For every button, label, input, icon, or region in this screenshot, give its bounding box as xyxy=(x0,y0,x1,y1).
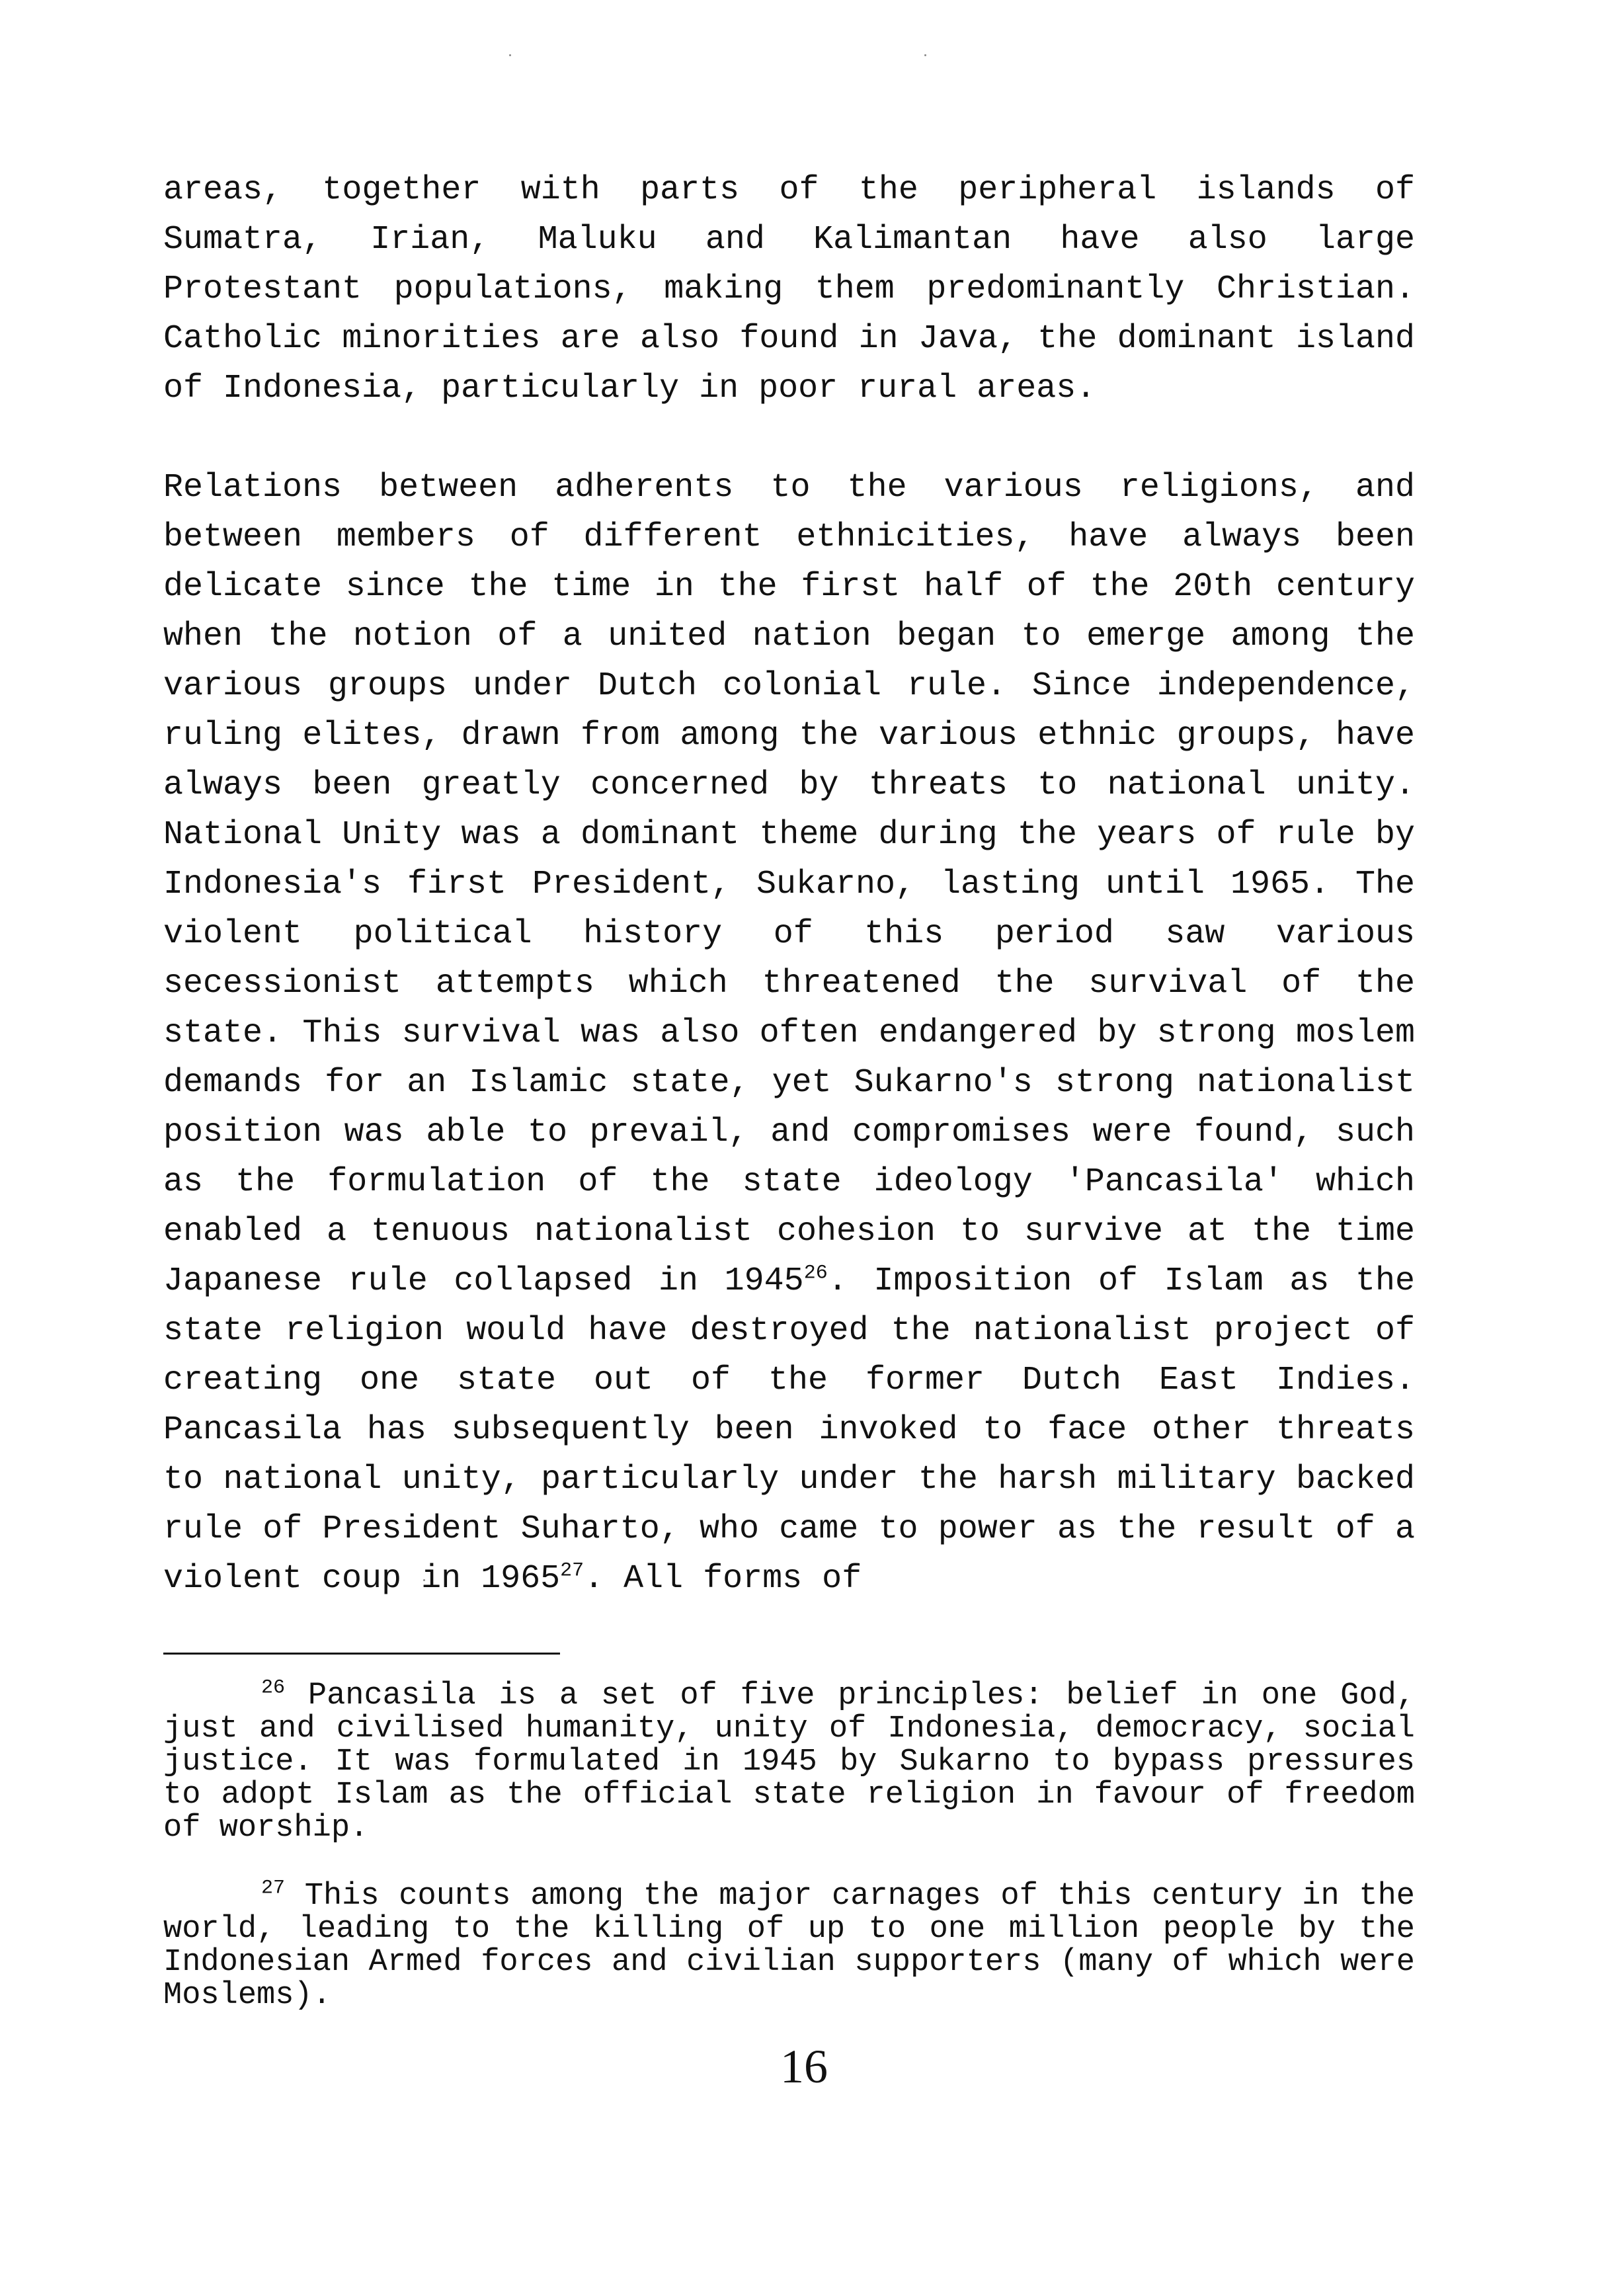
footnote-27 xyxy=(163,1877,1415,2013)
footnote-text: This counts among the major carnages of this century in the world, leading to the killing of up to one million people by the Indonesian Armed forces and civilian supporters (many of which were Moslems). xyxy=(163,1879,1415,2013)
footnote-text: Pancasila is a set of five principles: belief in one God, just and civilised humanity, unity of Indonesia, democracy, social justice. It was formulated in 1945 by Sukarno to bypass pressures to adopt Islam as the official state religion in favour of freedom of worship. xyxy=(163,1678,1415,1846)
paragraph-2-text-b: . Imposition of Islam as the state religion would have destroyed the nationalist project of creating one state out of the former Dutch East Indies. Pancasila has subsequently been invoked to face other threats to national unity, particularly under the harsh military backed rule of President Suharto, who came to power as the result of a violent coup in 1965 xyxy=(163,1262,1415,1598)
paragraph-2-text-a: Relations between adherents to the various religions, and between members of different ethnicities, have always been delicate since the time in the first half of the 20th century when the notion of a united nation began to emerge among the various groups under Dutch colonial rule. Since independence, ruling elites, drawn from among the various ethnic groups, have always been greatly concerned by threats to national unity. National Unity was a dominant theme during the years of rule by Indonesia's first President, Sukarno, lasting until 1965. The violent political history of this period saw various secessionist attempts which threatened the survival of the state. This survival was also often endangered by strong moslem demands for an Islamic state, yet Sukarno's strong nationalist position was able to prevail, and compromises were found, such as the formulation of the state ideology 'Pancasila' which enabled a tenuous nationalist cohesion to survive at the time Japanese rule collapsed in 1945 xyxy=(163,469,1415,1300)
scan-speck xyxy=(924,54,926,56)
body-paragraph-1: areas, together with parts of the peripheral islands of Sumatra, Irian, Maluku and Kalimantan have also large Protestant populations, making them predominantly Christian. Catholic minorities are also found in Java, the dominant island of Indonesia, particularly in poor rural areas. xyxy=(163,171,1415,407)
paragraph-2-text-c: . All forms of xyxy=(584,1560,862,1598)
footnote-ref-26[interactable]: 26 xyxy=(803,1262,828,1285)
scan-speck xyxy=(509,54,511,56)
footnote-26 xyxy=(163,1676,1415,1846)
page-number: 16 xyxy=(780,2040,828,2093)
footnote-ref-27[interactable]: 27 xyxy=(560,1559,584,1582)
body-paragraph-2 xyxy=(163,463,1415,1604)
footnote-number: 27 xyxy=(261,1877,286,1900)
footnote-separator xyxy=(163,1653,560,1655)
footnote-number: 26 xyxy=(261,1676,286,1700)
